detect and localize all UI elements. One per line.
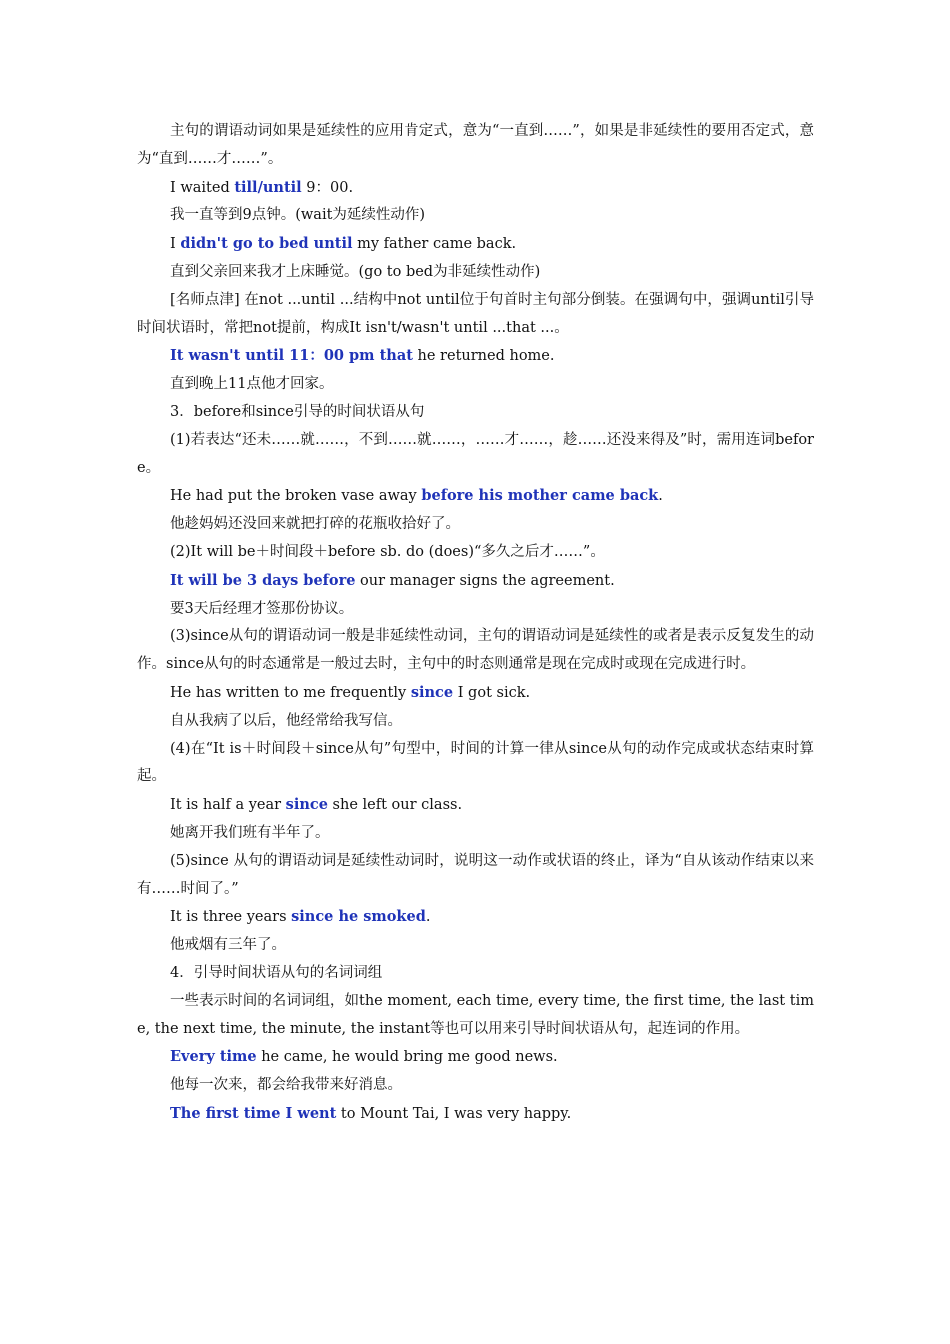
text-segment: he came, he would bring me good news. [256, 1049, 558, 1066]
highlighted-text: didn't go to bed until [180, 235, 353, 253]
text-segment: (5)since 从句的谓语动词是延续性动词时，说明这一动作或状语的终止，译为“自从该动作结束以来有……时间了。” [137, 852, 814, 897]
paragraph [137, 482, 814, 511]
text-segment: (4)在“It is＋时间段＋since从句”句型中，时间的计算一律从since从句的动作完成或状态结束时算起。 [137, 740, 814, 785]
highlighted-text: It will be 3 days before [170, 571, 356, 589]
text-segment: I got sick. [453, 684, 531, 701]
text-segment: It is half a year [170, 797, 286, 814]
paragraph [137, 791, 814, 820]
paragraph [137, 623, 814, 679]
text-segment: 4．引导时间状语从句的名词词组 [170, 964, 383, 981]
text-segment: 我一直等到9点钟。(wait为延续性动作) [170, 207, 426, 224]
paragraph [137, 1072, 814, 1100]
text-segment: my father came back. [352, 236, 517, 253]
paragraph [137, 820, 814, 848]
text-segment: 3．before和since引导的时间状语从句 [170, 403, 425, 420]
paragraph [137, 202, 814, 230]
text-segment: 主句的谓语动词如果是延续性的应用肯定式，意为“一直到……”，如果是非延续性的要用否定式，意为“直到……才……”。 [137, 123, 814, 167]
paragraph [137, 1100, 814, 1129]
text-segment: It is three years [170, 909, 292, 926]
highlighted-text: Every time [170, 1048, 257, 1066]
paragraph [137, 539, 814, 567]
highlighted-text: since [410, 683, 454, 701]
highlighted-text: The first time I went [170, 1104, 337, 1122]
text-segment: 直到父亲回来我才上床睡觉。(go to bed为非延续性动作) [170, 263, 541, 280]
paragraph [137, 708, 814, 736]
text-segment: 要3天后经理才签那份协议。 [170, 600, 354, 617]
highlighted-text: before his mother came back [421, 487, 659, 505]
text-segment: (2)It will be＋时间段＋before sb. do (does)“多久之后才……”。 [170, 543, 605, 560]
paragraph [137, 903, 814, 932]
text-segment: 他每一次来，都会给我带来好消息。 [170, 1077, 402, 1094]
text-segment: our manager signs the agreement. [355, 572, 615, 589]
paragraph [137, 287, 814, 343]
text-segment: (3)since从句的谓语动词一般是非延续性动词，主句的谓语动词是延续性的或者是表示反复发生的动作。since从句的时态通常是一般过去时，主句中的时态则通常是现在完成时或现在完成进行时。 [137, 628, 814, 673]
highlighted-text: since [285, 796, 328, 814]
text-segment: she left our class. [327, 797, 463, 814]
text-segment: . [658, 488, 663, 505]
document-body [137, 118, 814, 1129]
paragraph [137, 960, 814, 988]
paragraph [137, 596, 814, 624]
paragraph [137, 679, 814, 708]
paragraph [137, 174, 814, 203]
text-segment: [名师点津] 在not ...until ...结构中not until位于句首时主句部分倒装。在强调句中，强调until引导时间状语时，常把not提前，构成It isn't/wasn't until ...that ...。 [137, 291, 814, 336]
text-segment: I waited [170, 179, 235, 196]
text-segment: . [425, 909, 431, 926]
text-segment: I [170, 236, 181, 253]
text-segment: He has written to me frequently [170, 684, 411, 701]
paragraph [137, 399, 814, 427]
text-segment: 直到晚上11点他才回家。 [170, 376, 334, 393]
paragraph [137, 848, 814, 904]
text-segment: 他趁妈妈还没回来就把打碎的花瓶收拾好了。 [170, 516, 460, 533]
text-segment: 一些表示时间的名词词组，如the moment, each time, every time, the first time, the last time, the next time, the minute, the instant等也可以用来引导时间状语从句，起连词的作用。 [137, 992, 814, 1037]
paragraph [137, 230, 814, 259]
highlighted-text: since he smoked [291, 908, 426, 926]
paragraph [137, 932, 814, 960]
text-segment: (1)若表达“还未……就……，不到……就……，……才……，趁……还没来得及”时，需用连词before。 [137, 431, 814, 476]
paragraph [137, 567, 814, 596]
text-segment: 他戒烟有三年了。 [170, 937, 286, 954]
paragraph [137, 118, 814, 174]
paragraph [137, 1043, 814, 1072]
text-segment: to Mount Tai, I was very happy. [336, 1105, 572, 1122]
highlighted-text: till/until [234, 178, 302, 196]
text-segment: he returned home. [412, 348, 555, 365]
paragraph [137, 736, 814, 792]
paragraph [137, 371, 814, 399]
paragraph [137, 511, 814, 539]
text-segment: 自从我病了以后，他经常给我写信。 [170, 712, 402, 729]
text-segment: 她离开我们班有半年了。 [170, 824, 330, 841]
paragraph [137, 259, 814, 287]
paragraph [137, 342, 814, 371]
text-segment: 9：00. [301, 179, 354, 196]
highlighted-text: It wasn't until 11：00 pm that [170, 347, 413, 365]
paragraph [137, 988, 814, 1044]
paragraph [137, 427, 814, 483]
text-segment: He had put the broken vase away [170, 488, 422, 505]
